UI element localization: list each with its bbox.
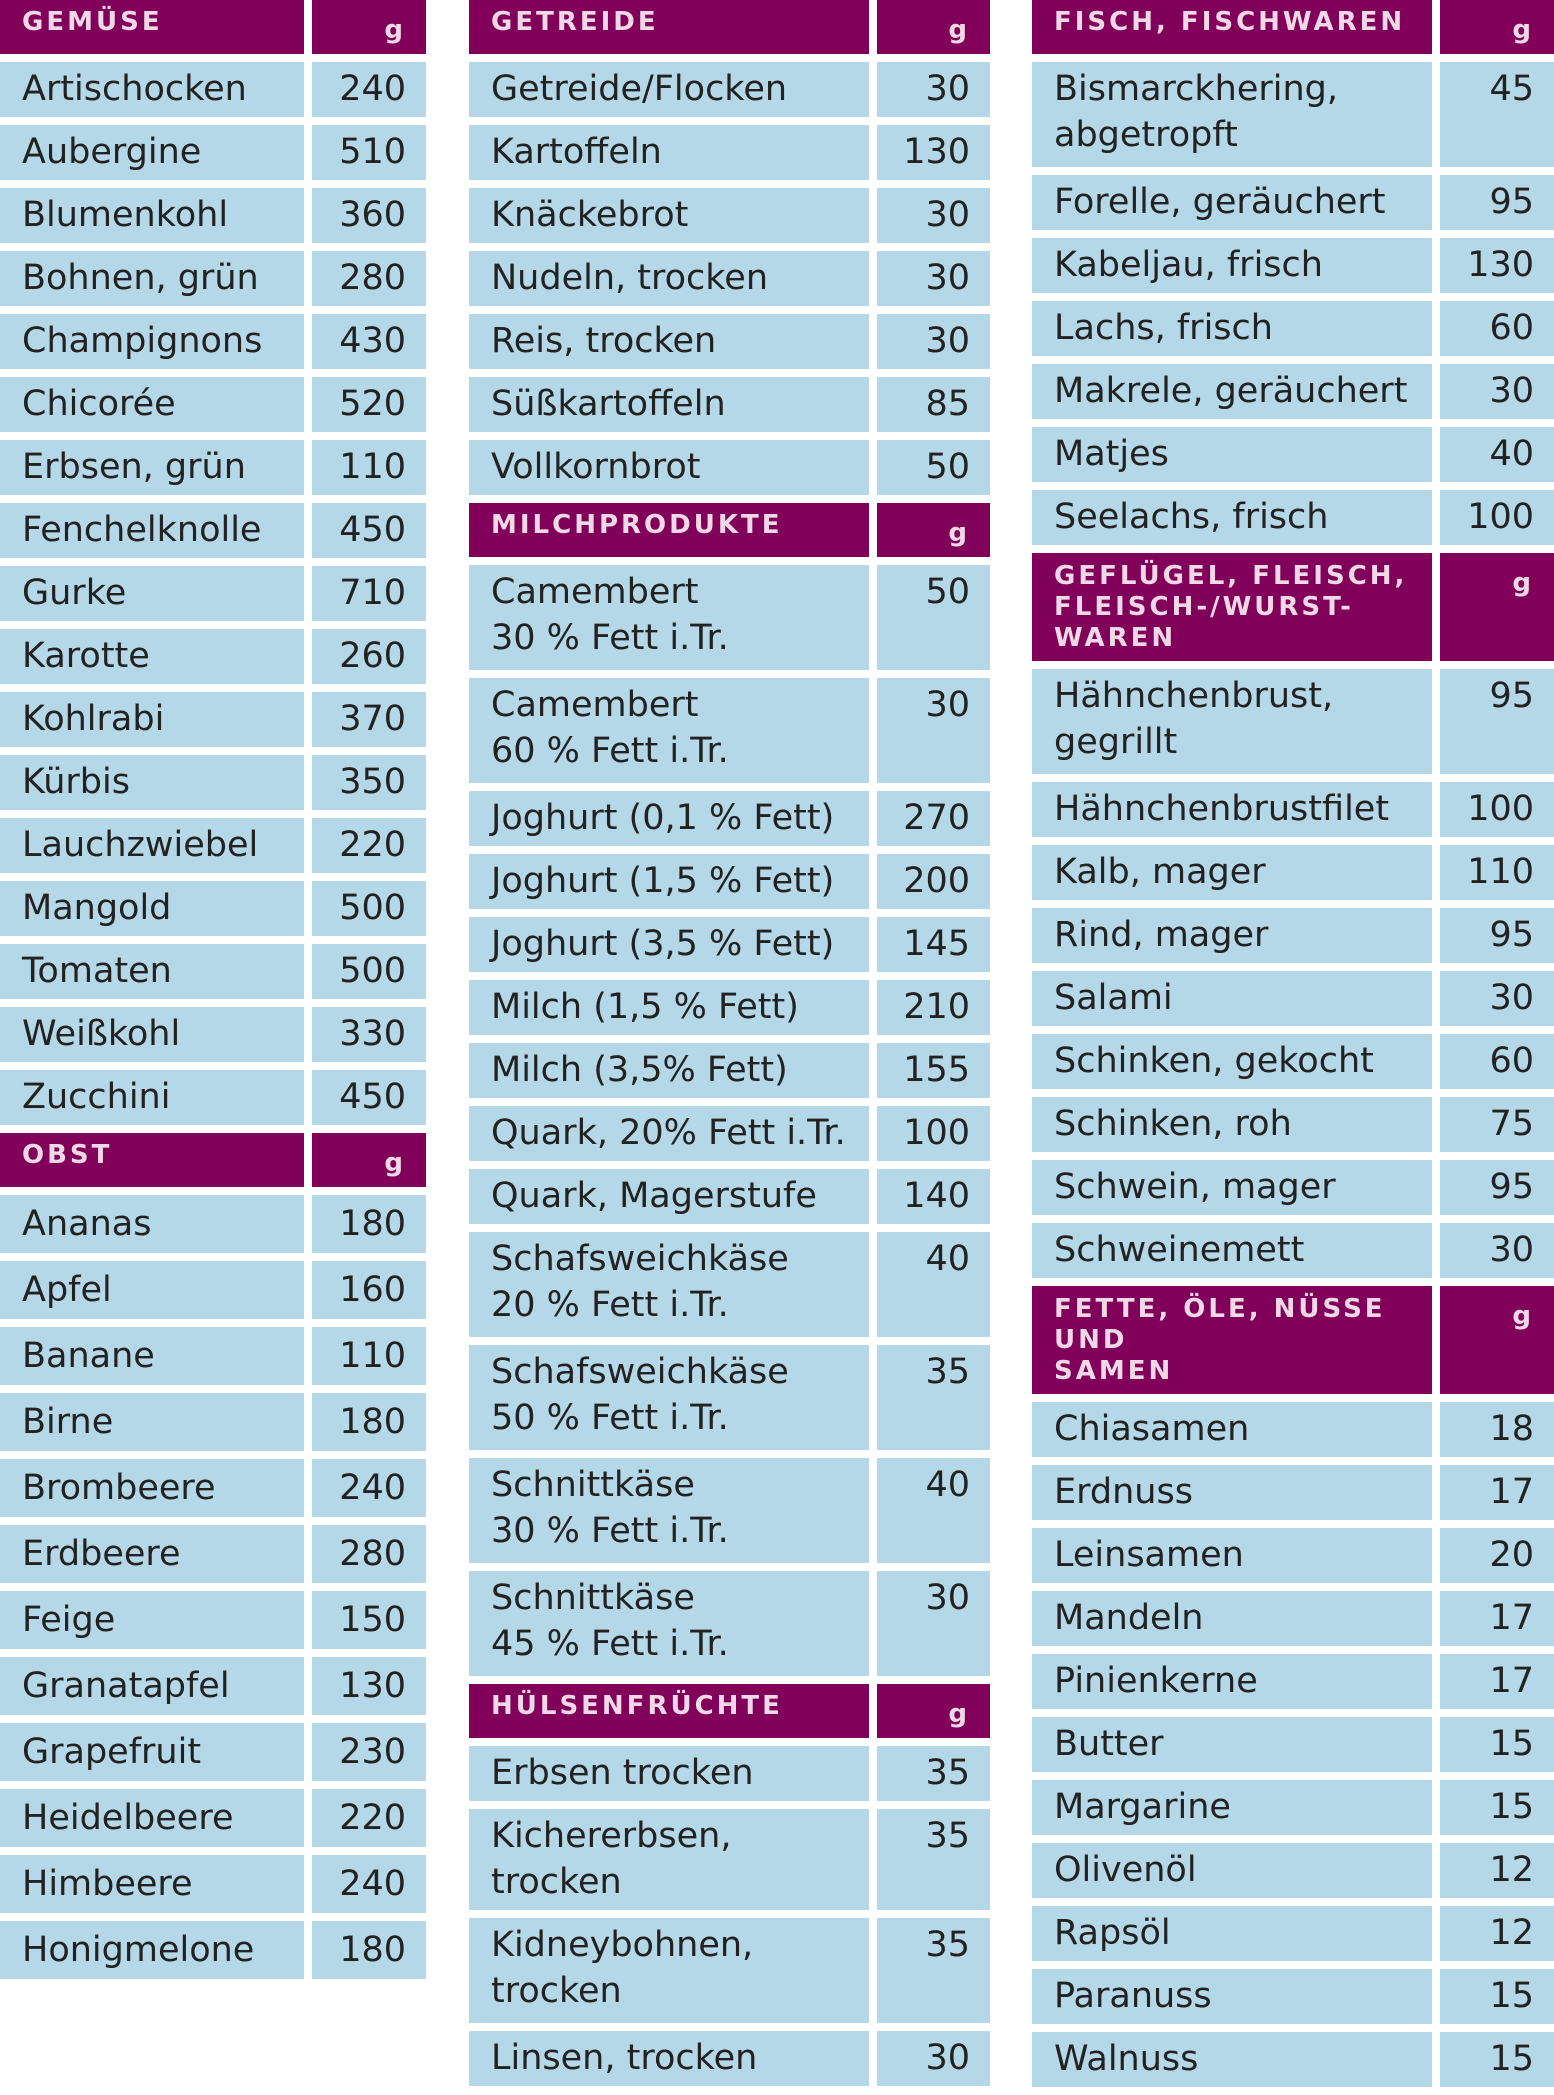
table-row [1032, 1591, 1554, 1646]
gram-value: 30 [1440, 1223, 1554, 1278]
gram-value: 35 [877, 1746, 990, 1801]
food-name: Rapsöl [1032, 1906, 1432, 1961]
table-row [1032, 1402, 1554, 1457]
table-row [0, 692, 426, 747]
table-row [1032, 971, 1554, 1026]
table-row [469, 980, 990, 1035]
table-row [1032, 1465, 1554, 1520]
table-row [0, 755, 426, 810]
table-column-3 [1032, 0, 1554, 2095]
food-name: Banane [0, 1327, 304, 1385]
section-title: GEMÜSE [0, 0, 304, 54]
food-name: Leinsamen [1032, 1528, 1432, 1583]
table-row [469, 62, 990, 117]
gram-value: 15 [1440, 1969, 1554, 2024]
gram-value: 180 [312, 1195, 426, 1253]
food-name: Tomaten [0, 944, 304, 999]
section-milchprodukte [469, 503, 990, 1676]
table-row [0, 1789, 426, 1847]
gram-value: 15 [1440, 2032, 1554, 2087]
section-title: FISCH, FISCHWAREN [1032, 0, 1432, 54]
section-header [1032, 0, 1554, 54]
food-name: Getreide/Flocken [469, 62, 869, 117]
food-name: Quark, Magerstufe [469, 1169, 869, 1224]
food-name: Quark, 20% Fett i.Tr. [469, 1106, 869, 1161]
gram-value: 500 [312, 881, 426, 936]
table-row [469, 188, 990, 243]
gram-value: 30 [877, 188, 990, 243]
gram-value: 240 [312, 1459, 426, 1517]
section-header [0, 1133, 426, 1187]
table-row [0, 1459, 426, 1517]
section-gefluegel-fleisch [1032, 553, 1554, 1278]
food-name: Birne [0, 1393, 304, 1451]
gram-value: 40 [1440, 427, 1554, 482]
food-name: Himbeere [0, 1855, 304, 1913]
food-name: Joghurt (1,5 % Fett) [469, 854, 869, 909]
food-name: Schwein, mager [1032, 1160, 1432, 1215]
gram-value: 95 [1440, 175, 1554, 230]
food-name: Schafsweichkäse 50 % Fett i.Tr. [469, 1345, 869, 1450]
food-name: Camembert 60 % Fett i.Tr. [469, 678, 869, 783]
food-name: Schnittkäse 30 % Fett i.Tr. [469, 1458, 869, 1563]
table-row [1032, 2032, 1554, 2087]
section-title: MILCHPRODUKTE [469, 503, 869, 557]
table-row [0, 1657, 426, 1715]
gram-value: 35 [877, 1918, 990, 2023]
table-row [469, 1571, 990, 1676]
table-row [1032, 845, 1554, 900]
gram-value: 50 [877, 565, 990, 670]
gram-value: 110 [312, 1327, 426, 1385]
table-row [1032, 1969, 1554, 2024]
table-row [1032, 1034, 1554, 1089]
table-row [469, 251, 990, 306]
table-row [0, 1855, 426, 1913]
food-name: Schweinemett [1032, 1223, 1432, 1278]
section-header [0, 0, 426, 54]
food-name: Hähnchenbrustfilet [1032, 782, 1432, 837]
table-row [1032, 782, 1554, 837]
food-name: Joghurt (0,1 % Fett) [469, 791, 869, 846]
unit-label: g [877, 503, 990, 557]
gram-value: 30 [877, 2031, 990, 2086]
gram-value: 60 [1440, 1034, 1554, 1089]
gram-value: 35 [877, 1345, 990, 1450]
gram-value: 110 [312, 440, 426, 495]
food-name: Grapefruit [0, 1723, 304, 1781]
gram-value: 270 [877, 791, 990, 846]
food-name: Brombeere [0, 1459, 304, 1517]
food-name: Blumenkohl [0, 188, 304, 243]
gram-value: 75 [1440, 1097, 1554, 1152]
gram-value: 110 [1440, 845, 1554, 900]
table-row [0, 251, 426, 306]
food-name: Ananas [0, 1195, 304, 1253]
section-obst [0, 1133, 426, 1979]
gram-value: 50 [877, 440, 990, 495]
food-name: Lauchzwiebel [0, 818, 304, 873]
table-row [0, 881, 426, 936]
food-name: Kürbis [0, 755, 304, 810]
table-row [0, 62, 426, 117]
food-name: Paranuss [1032, 1969, 1432, 2024]
table-row [0, 566, 426, 621]
gram-value: 17 [1440, 1591, 1554, 1646]
unit-label: g [1440, 1286, 1554, 1394]
food-name: Schinken, gekocht [1032, 1034, 1432, 1089]
food-name: Butter [1032, 1717, 1432, 1772]
gram-value: 18 [1440, 1402, 1554, 1457]
table-row [0, 1261, 426, 1319]
food-name: Weißkohl [0, 1007, 304, 1062]
unit-label: g [312, 1133, 426, 1187]
gram-value: 30 [877, 314, 990, 369]
table-row [469, 791, 990, 846]
table-row [1032, 669, 1554, 774]
table-row [469, 314, 990, 369]
gram-value: 520 [312, 377, 426, 432]
gram-value: 100 [1440, 490, 1554, 545]
gram-value: 100 [877, 1106, 990, 1161]
gram-value: 95 [1440, 1160, 1554, 1215]
gram-value: 450 [312, 503, 426, 558]
gram-value: 330 [312, 1007, 426, 1062]
food-name: Nudeln, trocken [469, 251, 869, 306]
gram-value: 30 [1440, 971, 1554, 1026]
gram-value: 450 [312, 1070, 426, 1125]
food-name: Camembert 30 % Fett i.Tr. [469, 565, 869, 670]
gram-value: 430 [312, 314, 426, 369]
gram-value: 130 [1440, 238, 1554, 293]
table-row [0, 440, 426, 495]
section-title: OBST [0, 1133, 304, 1187]
table-row [0, 1723, 426, 1781]
table-row [0, 188, 426, 243]
food-name: Olivenöl [1032, 1843, 1432, 1898]
table-row [0, 1007, 426, 1062]
table-row [1032, 1528, 1554, 1583]
table-row [1032, 1097, 1554, 1152]
gram-value: 220 [312, 818, 426, 873]
food-name: Erbsen, grün [0, 440, 304, 495]
table-row [1032, 1223, 1554, 1278]
gram-value: 370 [312, 692, 426, 747]
gram-value: 710 [312, 566, 426, 621]
food-name: Erdbeere [0, 1525, 304, 1583]
food-name: Milch (1,5 % Fett) [469, 980, 869, 1035]
gram-value: 180 [312, 1921, 426, 1979]
gram-value: 17 [1440, 1654, 1554, 1709]
gram-value: 60 [1440, 301, 1554, 356]
gram-value: 30 [1440, 364, 1554, 419]
table-row [0, 1195, 426, 1253]
section-header [469, 503, 990, 557]
gram-value: 40 [877, 1458, 990, 1563]
section-fisch-fischwaren [1032, 0, 1554, 545]
gram-value: 95 [1440, 908, 1554, 963]
food-name: Schnittkäse 45 % Fett i.Tr. [469, 1571, 869, 1676]
food-name: Mangold [0, 881, 304, 936]
food-name: Heidelbeere [0, 1789, 304, 1847]
unit-label: g [877, 1684, 990, 1738]
food-name: Kichererbsen, trocken [469, 1809, 869, 1910]
table-row [0, 503, 426, 558]
table-row [469, 440, 990, 495]
table-row [469, 917, 990, 972]
table-row [0, 1393, 426, 1451]
section-header [1032, 553, 1554, 661]
table-row [1032, 1906, 1554, 1961]
gram-value: 30 [877, 678, 990, 783]
food-name: Süßkartoffeln [469, 377, 869, 432]
food-name: Fenchelknolle [0, 503, 304, 558]
unit-label: g [1440, 0, 1554, 54]
table-row [1032, 175, 1554, 230]
food-name: Forelle, geräuchert [1032, 175, 1432, 230]
food-name: Erdnuss [1032, 1465, 1432, 1520]
gram-value: 85 [877, 377, 990, 432]
table-row [469, 1232, 990, 1337]
table-row [1032, 427, 1554, 482]
gram-value: 160 [312, 1261, 426, 1319]
food-name: Knäckebrot [469, 188, 869, 243]
gram-value: 145 [877, 917, 990, 972]
gram-value: 15 [1440, 1717, 1554, 1772]
unit-label: g [877, 0, 990, 54]
table-row [469, 1169, 990, 1224]
table-row [1032, 1717, 1554, 1772]
table-row [1032, 1843, 1554, 1898]
table-row [469, 565, 990, 670]
gram-value: 155 [877, 1043, 990, 1098]
gram-value: 510 [312, 125, 426, 180]
gram-value: 12 [1440, 1843, 1554, 1898]
food-name: Chiasamen [1032, 1402, 1432, 1457]
table-column-2 [469, 0, 990, 2094]
food-name: Matjes [1032, 427, 1432, 482]
food-name: Hähnchenbrust, gegrillt [1032, 669, 1432, 774]
food-name: Seelachs, frisch [1032, 490, 1432, 545]
section-title: GETREIDE [469, 0, 869, 54]
food-name: Granatapfel [0, 1657, 304, 1715]
table-row [0, 1327, 426, 1385]
gram-value: 45 [1440, 62, 1554, 167]
gram-value: 30 [877, 62, 990, 117]
section-header [469, 0, 990, 54]
gram-value: 150 [312, 1591, 426, 1649]
table-row [0, 125, 426, 180]
table-row [1032, 364, 1554, 419]
food-name: Chicorée [0, 377, 304, 432]
table-column-1 [0, 0, 426, 1987]
unit-label: g [312, 0, 426, 54]
gram-value: 15 [1440, 1780, 1554, 1835]
food-name: Kalb, mager [1032, 845, 1432, 900]
table-row [469, 1345, 990, 1450]
table-row [1032, 62, 1554, 167]
food-name: Erbsen trocken [469, 1746, 869, 1801]
gram-value: 360 [312, 188, 426, 243]
table-row [469, 1746, 990, 1801]
food-name: Artischocken [0, 62, 304, 117]
table-row [1032, 238, 1554, 293]
gram-value: 130 [312, 1657, 426, 1715]
gram-value: 210 [877, 980, 990, 1035]
gram-value: 17 [1440, 1465, 1554, 1520]
table-row [469, 1043, 990, 1098]
food-name: Reis, trocken [469, 314, 869, 369]
food-name: Schinken, roh [1032, 1097, 1432, 1152]
table-row [0, 1525, 426, 1583]
gram-value: 200 [877, 854, 990, 909]
food-name: Milch (3,5% Fett) [469, 1043, 869, 1098]
gram-value: 30 [877, 251, 990, 306]
food-name: Walnuss [1032, 2032, 1432, 2087]
table-row [0, 314, 426, 369]
table-row [469, 2031, 990, 2086]
table-row [469, 1809, 990, 1910]
table-row [0, 818, 426, 873]
gram-value: 100 [1440, 782, 1554, 837]
section-title: GEFLÜGEL, FLEISCH, FLEISCH-/WURST- WAREN [1032, 553, 1432, 661]
gram-value: 180 [312, 1393, 426, 1451]
section-title: HÜLSENFRÜCHTE [469, 1684, 869, 1738]
table-row [0, 1591, 426, 1649]
food-name: Margarine [1032, 1780, 1432, 1835]
food-name: Schafsweichkäse 20 % Fett i.Tr. [469, 1232, 869, 1337]
food-name: Pinienkerne [1032, 1654, 1432, 1709]
food-name: Bohnen, grün [0, 251, 304, 306]
gram-value: 230 [312, 1723, 426, 1781]
gram-value: 350 [312, 755, 426, 810]
table-row [0, 1070, 426, 1125]
gram-value: 12 [1440, 1906, 1554, 1961]
food-name: Kartoffeln [469, 125, 869, 180]
table-row [469, 678, 990, 783]
gram-value: 140 [877, 1169, 990, 1224]
food-name: Honigmelone [0, 1921, 304, 1979]
table-row [469, 1458, 990, 1563]
gram-value: 40 [877, 1232, 990, 1337]
food-name: Zucchini [0, 1070, 304, 1125]
food-name: Kabeljau, frisch [1032, 238, 1432, 293]
gram-value: 30 [877, 1571, 990, 1676]
food-name: Feige [0, 1591, 304, 1649]
food-name: Kohlrabi [0, 692, 304, 747]
table-row [1032, 301, 1554, 356]
gram-value: 500 [312, 944, 426, 999]
food-name: Linsen, trocken [469, 2031, 869, 2086]
food-name: Apfel [0, 1261, 304, 1319]
section-fette-oele-nuesse-und [1032, 1286, 1554, 2087]
section-header [469, 1684, 990, 1738]
gram-value: 220 [312, 1789, 426, 1847]
table-row [1032, 1780, 1554, 1835]
unit-label: g [1440, 553, 1554, 661]
gram-value: 95 [1440, 669, 1554, 774]
section-huelsenfruechte [469, 1684, 990, 2086]
table-row [1032, 908, 1554, 963]
food-name: Mandeln [1032, 1591, 1432, 1646]
table-row [0, 944, 426, 999]
section-header [1032, 1286, 1554, 1394]
food-name: Makrele, geräuchert [1032, 364, 1432, 419]
food-name: Lachs, frisch [1032, 301, 1432, 356]
gram-value: 35 [877, 1809, 990, 1910]
food-name: Champignons [0, 314, 304, 369]
food-name: Karotte [0, 629, 304, 684]
section-title: FETTE, ÖLE, NÜSSE UND SAMEN [1032, 1286, 1432, 1394]
food-name: Vollkornbrot [469, 440, 869, 495]
gram-value: 130 [877, 125, 990, 180]
food-name: Gurke [0, 566, 304, 621]
gram-value: 280 [312, 1525, 426, 1583]
gram-value: 20 [1440, 1528, 1554, 1583]
table-row [1032, 1654, 1554, 1709]
food-name: Bismarckhering, abgetropft [1032, 62, 1432, 167]
table-row [469, 1918, 990, 2023]
gram-value: 280 [312, 251, 426, 306]
table-row [469, 377, 990, 432]
food-name: Kidneybohnen, trocken [469, 1918, 869, 2023]
table-row [469, 1106, 990, 1161]
food-name: Rind, mager [1032, 908, 1432, 963]
food-name: Salami [1032, 971, 1432, 1026]
gram-value: 240 [312, 1855, 426, 1913]
table-row [469, 854, 990, 909]
food-name: Joghurt (3,5 % Fett) [469, 917, 869, 972]
table-row [469, 125, 990, 180]
table-row [1032, 1160, 1554, 1215]
table-row [0, 377, 426, 432]
gram-value: 260 [312, 629, 426, 684]
section-gemuese [0, 0, 426, 1125]
table-row [0, 1921, 426, 1979]
gram-value: 240 [312, 62, 426, 117]
food-name: Aubergine [0, 125, 304, 180]
table-row [1032, 490, 1554, 545]
table-row [0, 629, 426, 684]
section-getreide [469, 0, 990, 495]
